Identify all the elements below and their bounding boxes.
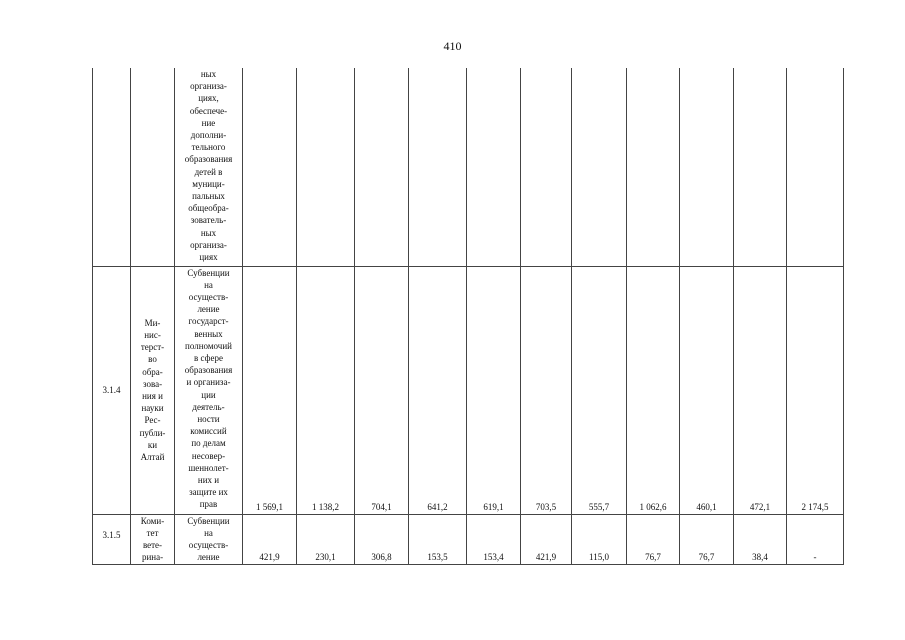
- value-cell: 230,1: [297, 514, 355, 564]
- value-cell: [409, 68, 467, 266]
- value-cell: 619,1: [467, 266, 521, 514]
- value-cell: [627, 68, 680, 266]
- value-cell: 76,7: [680, 514, 734, 564]
- row-number-cell: 3.1.4: [93, 266, 131, 514]
- value-cell: [467, 68, 521, 266]
- description-cell: Субвенции на осуществ- ление государст- венных полномочий в сфере образования и организа- ции деятель- ности комиссий по делам несовер- шеннолет- них и защите их прав: [175, 266, 243, 514]
- value-cell: 1 138,2: [297, 266, 355, 514]
- executor-cell: [131, 68, 175, 266]
- value-cell: 153,5: [409, 514, 467, 564]
- table-row: [93, 68, 844, 266]
- value-cell: 76,7: [627, 514, 680, 564]
- value-cell: 703,5: [521, 266, 572, 514]
- value-cell: 1 569,1: [243, 266, 297, 514]
- value-cell: [521, 68, 572, 266]
- budget-table: [92, 68, 844, 565]
- value-cell: 38,4: [734, 514, 787, 564]
- value-cell: [734, 68, 787, 266]
- table-row: [93, 514, 844, 564]
- executor-cell: Коми- тет вете- рина-: [131, 514, 175, 564]
- executor-cell: Ми- нис- терст- во обра- зова- ния и науки Рес- публи- ки Алтай: [131, 266, 175, 514]
- value-cell: [787, 68, 844, 266]
- page-number: 410: [443, 39, 462, 53]
- value-cell: 306,8: [355, 514, 409, 564]
- value-cell: 153,4: [467, 514, 521, 564]
- value-cell: 641,2: [409, 266, 467, 514]
- value-cell: [243, 68, 297, 266]
- value-cell: 421,9: [243, 514, 297, 564]
- row-number-cell: 3.1.5: [93, 514, 131, 564]
- description-cell: ных организа- циях, обеспече- ние дополни- тельного образования детей в муници- пальных общеобра- зователь- ных организа- циях: [175, 68, 243, 266]
- value-cell: [297, 68, 355, 266]
- value-cell: 1 062,6: [627, 266, 680, 514]
- value-cell: 421,9: [521, 514, 572, 564]
- table-row: [93, 266, 844, 514]
- row-number-cell: [93, 68, 131, 266]
- value-cell: 460,1: [680, 266, 734, 514]
- value-cell: -: [787, 514, 844, 564]
- value-cell: [355, 68, 409, 266]
- value-cell: 2 174,5: [787, 266, 844, 514]
- value-cell: [680, 68, 734, 266]
- value-cell: [572, 68, 627, 266]
- description-cell: Субвенции на осуществ- ление: [175, 514, 243, 564]
- value-cell: 472,1: [734, 266, 787, 514]
- value-cell: 555,7: [572, 266, 627, 514]
- value-cell: 704,1: [355, 266, 409, 514]
- value-cell: 115,0: [572, 514, 627, 564]
